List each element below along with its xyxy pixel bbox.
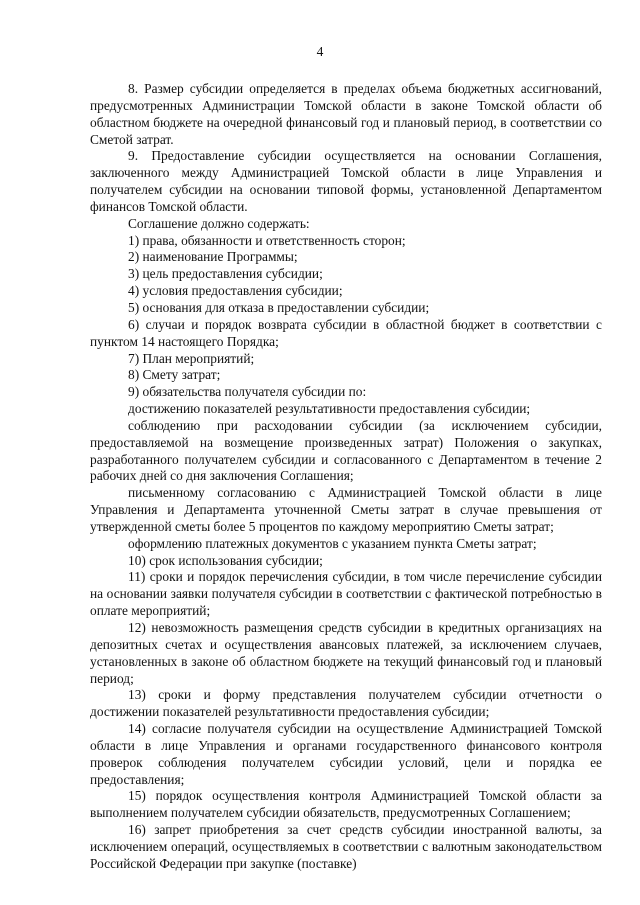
paragraph: 8. Размер субсидии определяется в пределах объема бюджетных ассигнований, предусмотренных Администрации Томской области в законе Томской области об областном бюджете на очередной финансовый год и плановый период, в соответствии со Сметой затрат. — [90, 81, 602, 147]
list-item: 7) План мероприятий; — [128, 350, 255, 366]
list-item: 9) обязательства получателя субсидии по: — [128, 384, 367, 400]
paragraph: 9. Предоставление субсидии осуществляется на основании Соглашения, заключенного между Администрацией Томской области в лице Управления и получателем субсидии на основании типовой формы, установленной Департаментом финансов Томской области. — [90, 148, 602, 214]
paragraph: Соглашение должно содержать: — [128, 215, 310, 231]
list-item: 16) запрет приобретения за счет средств субсидии иностранной валюты, за исключением операций, осуществляемых в соответствии с валютным законодательством Российской Федерации при закупке (поставке) — [90, 822, 602, 871]
list-item: 6) случаи и порядок возврата субсидии в областной бюджет в соответствии с пунктом 14 настоящего Порядка; — [90, 316, 602, 349]
list-item: 10) срок использования субсидии; — [128, 552, 323, 568]
sub-item: оформлению платежных документов с указанием пункта Сметы затрат; — [128, 535, 537, 551]
list-item: 14) согласие получателя субсидии на осуществление Администрацией Томской области в лице Управления и органами государственного финансового контроля проверок соблюдения получателем субсидии условий, цели и порядка ее предоставления; — [90, 721, 602, 787]
list-item: 1) права, обязанности и ответственность сторон; — [128, 232, 406, 248]
list-item: 5) основания для отказа в предоставлении субсидии; — [128, 299, 430, 315]
list-item: 12) невозможность размещения средств субсидии в кредитных организациях на депозитных счетах и осуществления авансовых платежей, за исключением случаев, установленных в законе об областном бюджете на текущий финансовый год и плановый период; — [90, 620, 602, 686]
page-number: 4 — [316, 44, 324, 59]
sub-item: соблюдению при расходовании субсидии (за исключением субсидии, предоставляемой на возмещение произведенных затрат) Положения о закупках, разработанного получателем субсидии и согласованного с Департаментом в течение 2 рабочих дней со дня заключения Соглашения; — [90, 417, 602, 484]
sub-item: письменному согласованию с Администрацией Томской области в лице Управления и Департамента уточненной Сметы затрат в случае превышения от утвержденной сметы более 5 процентов по каждому мероприятию Сметы затрат; — [90, 485, 602, 534]
list-item: 11) сроки и порядок перечисления субсидии, в том числе перечисление субсидии на основании заявки получателя субсидии в соответствии с фактической потребностью в оплате мероприятий; — [90, 569, 602, 619]
document-body — [90, 81, 602, 873]
list-item: 4) условия предоставления субсидии; — [128, 283, 343, 299]
list-item: 13) сроки и форму представления получателем субсидии отчетности о достижении показателей результативности предоставления субсидии; — [90, 687, 602, 720]
list-item: 15) порядок осуществления контроля Администрацией Томской области за выполнением получателем субсидии обязательств, предусмотренных Соглашением; — [90, 788, 602, 821]
sub-item: достижению показателей результативности предоставления субсидии; — [128, 401, 531, 417]
list-item: 8) Смету затрат; — [128, 367, 221, 383]
list-item: 3) цель предоставления субсидии; — [128, 266, 323, 282]
list-item: 2) наименование Программы; — [128, 249, 298, 265]
